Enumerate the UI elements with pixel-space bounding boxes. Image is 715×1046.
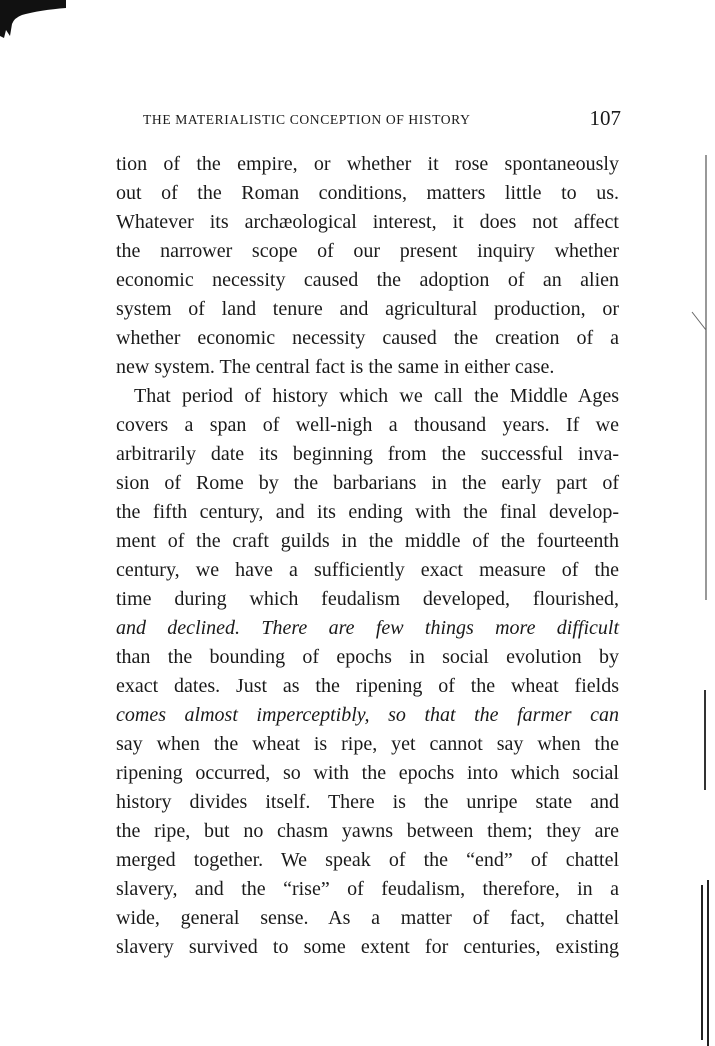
- text-line: history divides itself. There is the unripe state and: [116, 791, 619, 813]
- text-line: slavery survived to some extent for centuries, existing: [116, 936, 619, 958]
- running-title: THE MATERIALISTIC CONCEPTION OF HISTORY: [143, 112, 471, 127]
- text-line: exact dates. Just as the ripening of the wheat fields: [116, 675, 619, 697]
- text-line: time during which feudalism developed, flourished,: [116, 588, 619, 610]
- text-line: merged together. We speak of the “end” of chattel: [116, 849, 619, 871]
- text-line: new system. The central fact is the same in either case.: [116, 356, 555, 378]
- text-line: say when the wheat is ripe, yet cannot say when the: [116, 733, 619, 755]
- text-line: comes almost imperceptibly, so that the farmer can: [116, 704, 619, 726]
- text-line: ment of the craft guilds in the middle of the fourteenth: [116, 530, 619, 552]
- text-line: tion of the empire, or whether it rose spontaneously: [116, 153, 619, 175]
- text-line: economic necessity caused the adoption of an alien: [116, 269, 619, 291]
- text-line: than the bounding of epochs in social evolution by: [116, 646, 619, 668]
- text-line: the ripe, but no chasm yawns between them; they are: [116, 820, 619, 842]
- text-line: sion of Rome by the barbarians in the early part of: [116, 472, 619, 494]
- text-line: system of land tenure and agricultural production, or: [116, 298, 619, 320]
- text-line: That period of history which we call the Middle Ages: [134, 385, 619, 407]
- text-line: slavery, and the “rise” of feudalism, therefore, in a: [116, 878, 619, 900]
- page-header: [143, 104, 621, 134]
- page-number: 107: [589, 106, 621, 130]
- text-line: Whatever its archæological interest, it does not affect: [116, 211, 619, 233]
- text-line: the narrower scope of our present inquiry whether: [116, 240, 619, 262]
- text-line: ripening occurred, so with the epochs into which social: [116, 762, 619, 784]
- text-line: wide, general sense. As a matter of fact, chattel: [116, 907, 619, 929]
- text-line: century, we have a sufficiently exact measure of the: [116, 559, 619, 581]
- text-line: covers a span of well-nigh a thousand years. If we: [116, 414, 619, 436]
- text-line: the fifth century, and its ending with the final develop-: [116, 501, 619, 523]
- text-line: arbitrarily date its beginning from the successful inva-: [116, 443, 619, 465]
- text-line: whether economic necessity caused the creation of a: [116, 327, 619, 349]
- text-line: and declined. There are few things more difficult: [116, 617, 619, 639]
- text-line: out of the Roman conditions, matters little to us.: [116, 182, 619, 204]
- scan-corner-mark: [0, 0, 66, 40]
